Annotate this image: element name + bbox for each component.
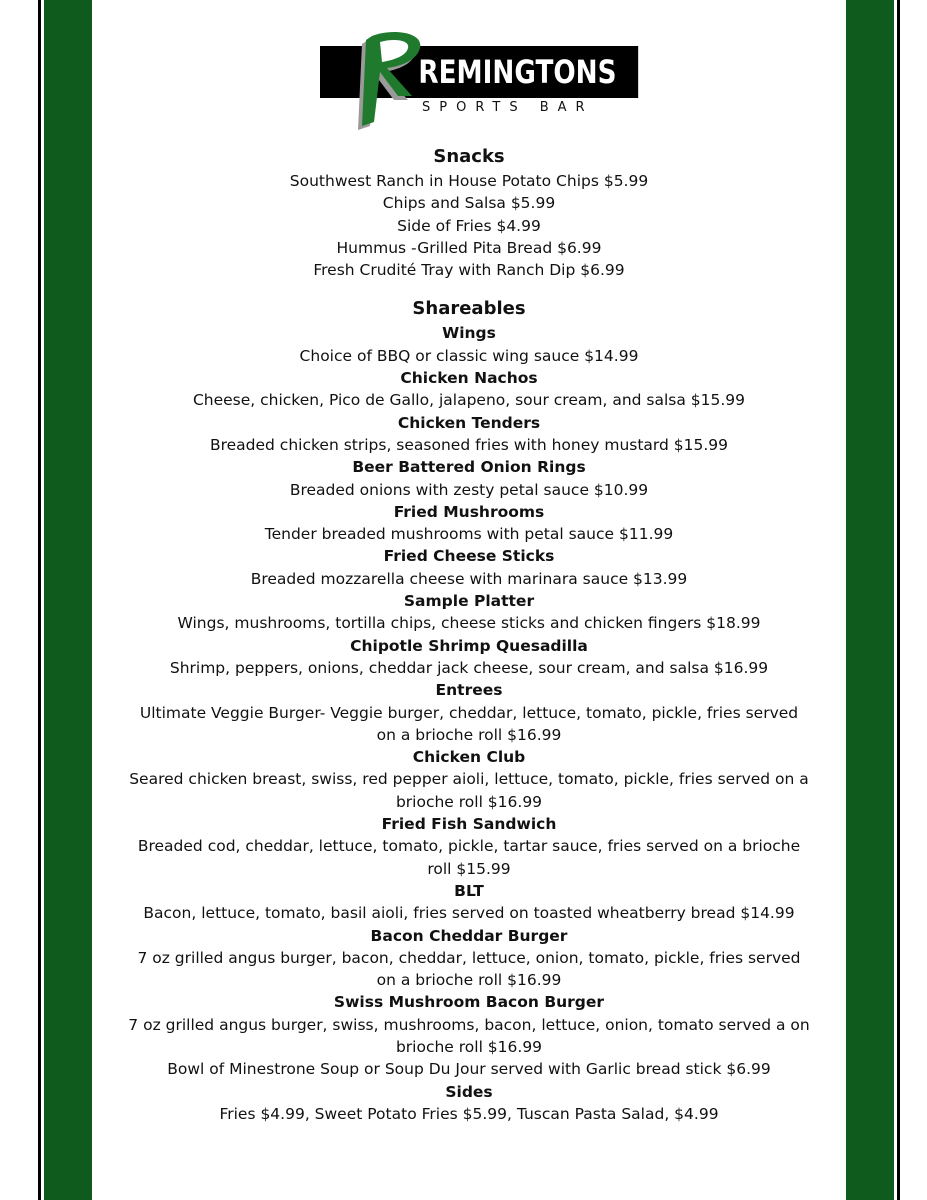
shareable-item-name: Fried Cheese Sticks bbox=[383, 547, 555, 566]
sides-heading: Sides bbox=[445, 1082, 493, 1101]
shareable-item-name: Chicken Tenders bbox=[397, 413, 541, 432]
shareable-item-desc: Breaded chicken strips, seasoned fries with honey mustard $15.99 bbox=[209, 435, 729, 454]
shareable-item-name: Chicken Nachos bbox=[400, 369, 538, 388]
shareable-item-name: Chipotle Shrimp Quesadilla bbox=[350, 636, 588, 655]
shareables-heading: Shareables bbox=[412, 298, 526, 320]
entree-item-desc: Breaded cod, cheddar, lettuce, tomato, pickle, tartar sauce, fries served on a brioche bbox=[137, 837, 801, 856]
shareable-item-desc: Cheese, chicken, Pico de Gallo, jalapeno, sour cream, and salsa $15.99 bbox=[192, 391, 746, 410]
entree-item-desc: on a brioche roll $16.99 bbox=[376, 971, 562, 990]
entree-item-desc: brioche roll $16.99 bbox=[395, 1037, 543, 1056]
entree-item-desc: roll $15.99 bbox=[427, 859, 511, 878]
entrees-list bbox=[96, 702, 842, 1081]
left-border-line bbox=[38, 0, 41, 1200]
snack-item: Side of Fries $4.99 bbox=[397, 216, 541, 235]
shareable-item-desc: Choice of BBQ or classic wing sauce $14.99 bbox=[299, 346, 639, 365]
entree-item-desc: Bacon, lettuce, tomato, basil aioli, fries served on toasted wheatberry bread $14.99 bbox=[143, 904, 795, 923]
snacks-list bbox=[96, 170, 842, 281]
entree-item-name: Fried Fish Sandwich bbox=[381, 815, 557, 834]
menu-content bbox=[96, 144, 842, 1125]
shareable-item-name: Fried Mushrooms bbox=[393, 502, 545, 521]
logo-name: REMINGTONS bbox=[320, 46, 638, 98]
shareable-item-name: Wings bbox=[442, 324, 496, 343]
shareable-item-name: Beer Battered Onion Rings bbox=[352, 458, 586, 477]
left-green-band bbox=[44, 0, 92, 1200]
sides-text: Fries $4.99, Sweet Potato Fries $5.99, Tuscan Pasta Salad, $4.99 bbox=[219, 1104, 719, 1123]
shareable-item-desc: Breaded onions with zesty petal sauce $10.99 bbox=[289, 480, 649, 499]
shareables-list bbox=[96, 322, 842, 679]
shareable-item-desc: Wings, mushrooms, tortilla chips, cheese sticks and chicken fingers $18.99 bbox=[177, 614, 761, 633]
entree-item-name: Chicken Club bbox=[412, 748, 526, 767]
shareable-item-desc: Shrimp, peppers, onions, cheddar jack cheese, sour cream, and salsa $16.99 bbox=[169, 658, 769, 677]
restaurant-logo bbox=[318, 26, 643, 134]
entree-item-desc: brioche roll $16.99 bbox=[395, 792, 543, 811]
snack-item: Hummus -Grilled Pita Bread $6.99 bbox=[336, 238, 602, 257]
entree-item-desc: on a brioche roll $16.99 bbox=[376, 725, 562, 744]
logo-tagline: SPORTS BAR bbox=[422, 100, 594, 115]
right-green-band bbox=[846, 0, 894, 1200]
entree-item-desc: Ultimate Veggie Burger- Veggie burger, cheddar, lettuce, tomato, pickle, fries served bbox=[139, 703, 799, 722]
snack-item: Chips and Salsa $5.99 bbox=[382, 194, 556, 213]
entrees-heading: Entrees bbox=[435, 681, 503, 700]
shareable-item-desc: Tender breaded mushrooms with petal sauce $11.99 bbox=[264, 525, 674, 544]
entree-item-desc: Seared chicken breast, swiss, red pepper aioli, lettuce, tomato, pickle, fries served on a bbox=[129, 770, 809, 789]
snacks-heading: Snacks bbox=[433, 146, 505, 167]
shareable-item-desc: Breaded mozzarella cheese with marinara sauce $13.99 bbox=[250, 569, 688, 588]
shareable-item-name: Sample Platter bbox=[403, 592, 535, 611]
entree-item-name: Swiss Mushroom Bacon Burger bbox=[333, 993, 605, 1012]
snack-item: Southwest Ranch in House Potato Chips $5.99 bbox=[289, 172, 649, 190]
entree-item-desc: 7 oz grilled angus burger, bacon, cheddar, lettuce, onion, tomato, pickle, fries served bbox=[137, 948, 801, 967]
snack-item: Fresh Crudité Tray with Ranch Dip $6.99 bbox=[313, 261, 625, 280]
r-monogram-icon bbox=[332, 26, 432, 134]
entree-item-name: Bacon Cheddar Burger bbox=[370, 926, 568, 945]
entree-item-desc: Bowl of Minestrone Soup or Soup Du Jour served with Garlic bread stick $6.99 bbox=[167, 1060, 771, 1079]
entree-item-name: BLT bbox=[454, 881, 484, 900]
right-border-line bbox=[897, 0, 900, 1200]
entree-item-desc: 7 oz grilled angus burger, swiss, mushrooms, bacon, lettuce, onion, tomato served a on bbox=[128, 1015, 810, 1034]
